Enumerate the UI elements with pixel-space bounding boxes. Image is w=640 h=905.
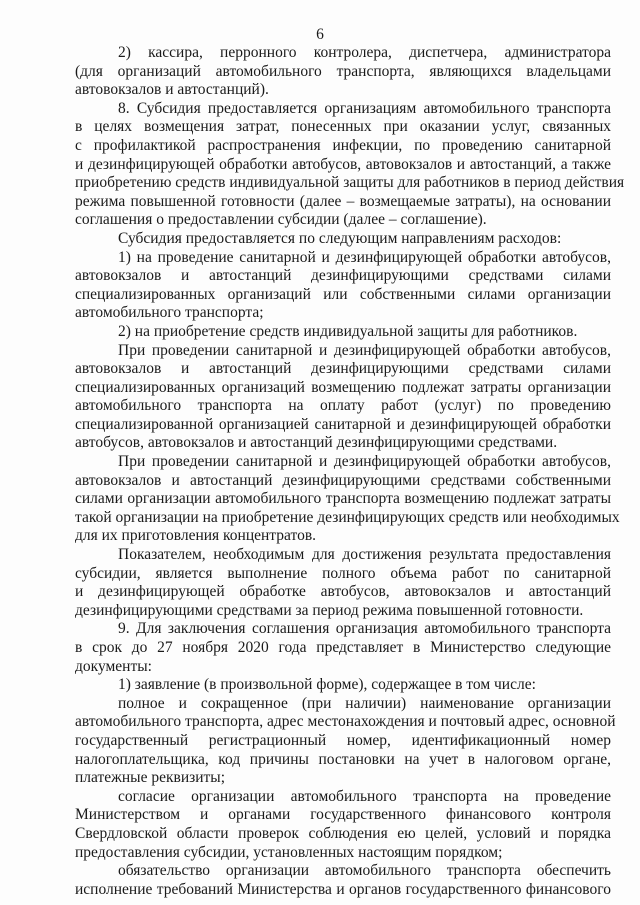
text-line: Свердловской области проверок соблюдения ею целей, условий и порядка: [75, 824, 611, 842]
text-line: (для организаций автомобильного транспорта, являющихся владельцами: [75, 62, 611, 80]
text-line: Субсидия предоставляется по следующим направлениям расходов:: [118, 229, 562, 247]
text-line: дезинфицирующими средствами за период режима повышенной готовности.: [75, 601, 584, 619]
page-number: 6: [316, 26, 324, 43]
text-line: режима повышенной готовности (далее – возмещаемые затраты), на основании: [75, 192, 611, 210]
text-line: согласие организации автомобильного транспорта на проведение: [118, 787, 611, 805]
text-line: в срок до 27 ноября 2020 года представляет в Министерство следующие: [75, 639, 611, 656]
text-line: 1) заявление (в произвольной форме), содержащее в том числе:: [118, 676, 536, 694]
document-body: [75, 44, 625, 899]
text-line: субсидии, является выполнение полного объема работ по санитарной: [75, 564, 611, 582]
text-line: При проведении санитарной и дезинфицирующей обработки автобусов,: [118, 341, 611, 359]
text-line: автовокзалов и автостанций).: [75, 81, 269, 99]
text-line: исполнение требований Министерства и органов государственного финансового: [75, 880, 611, 898]
text-line: автовокзалов и автостанций дезинфицирующими средствами собственными: [75, 471, 611, 489]
text-line: 2) кассира, перронного контролера, диспетчера, администратора: [118, 44, 611, 61]
text-line: обязательство организации автомобильного транспорта обеспечить: [118, 862, 611, 880]
text-line: с профилактикой распространения инфекции, по проведению санитарной: [75, 136, 611, 154]
text-line: 1) на проведение санитарной и дезинфицирующей обработки автобусов,: [118, 248, 611, 266]
text-line: автомобильного транспорта;: [75, 304, 264, 322]
text-line: специализированных организаций возмещению подлежат затраты организации: [75, 378, 611, 396]
text-line: 9. Для заключения соглашения организация автомобильного транспорта: [118, 620, 611, 638]
text-line: и дезинфицирующей обработке автобусов, автовокзалов и автостанций: [75, 583, 611, 601]
text-line: в целях возмещения затрат, понесенных при оказании услуг, связанных: [75, 118, 611, 136]
text-line: автовокзалов и автостанций дезинфицирующими средствами силами: [75, 360, 611, 378]
text-line: документы:: [75, 657, 152, 675]
text-line: силами организации автомобильного транспорта возмещению подлежат затраты: [75, 490, 611, 508]
text-line: автовокзалов и автостанций дезинфицирующими средствами силами: [75, 267, 611, 285]
text-line: автомобильного транспорта на оплату работ (услуг) по проведению: [75, 397, 611, 415]
text-line: налогоплательщика, код причины постановки на учет в налоговом органе,: [75, 750, 611, 768]
text-line: соглашения о предоставлении субсидии (далее – соглашение).: [75, 211, 487, 229]
text-line: автомобильного транспорта, адрес местонахождения и почтовый адрес, основной: [75, 713, 616, 731]
text-line: и дезинфицирующей обработки автобусов, автовокзалов и автостанций, а также: [75, 155, 611, 173]
text-line: государственный регистрационный номер, идентификационный номер: [75, 731, 611, 749]
text-line: приобретению средств индивидуальной защиты для работников в период действия: [75, 174, 625, 192]
text-line: Показателем, необходимым для достижения результата предоставления: [118, 546, 611, 564]
text-line: предоставления субсидии, установленных настоящим порядком;: [75, 843, 503, 861]
text-line: полное и сокращенное (при наличии) наименование организации: [118, 694, 611, 712]
text-line: автобусов, автовокзалов и автостанций дезинфицирующими средствами.: [75, 434, 558, 452]
text-line: такой организации на приобретение дезинфицирующих средств или необходимых: [75, 508, 620, 526]
text-line: При проведении санитарной и дезинфицирующей обработки автобусов,: [118, 453, 611, 471]
text-line: платежные реквизиты;: [75, 769, 226, 787]
text-line: для их приготовления концентратов.: [75, 527, 317, 545]
text-line: 8. Субсидия предоставляется организациям автомобильного транспорта: [118, 99, 611, 117]
text-line: специализированных организаций или собственными силами организации: [75, 285, 611, 303]
text-line: 2) на приобретение средств индивидуальной защиты для работников.: [118, 322, 578, 340]
text-line: Министерством и органами государственного финансового контроля: [75, 806, 611, 824]
text-line: специализированной организацией санитарной и дезинфицирующей обработки: [75, 415, 611, 433]
